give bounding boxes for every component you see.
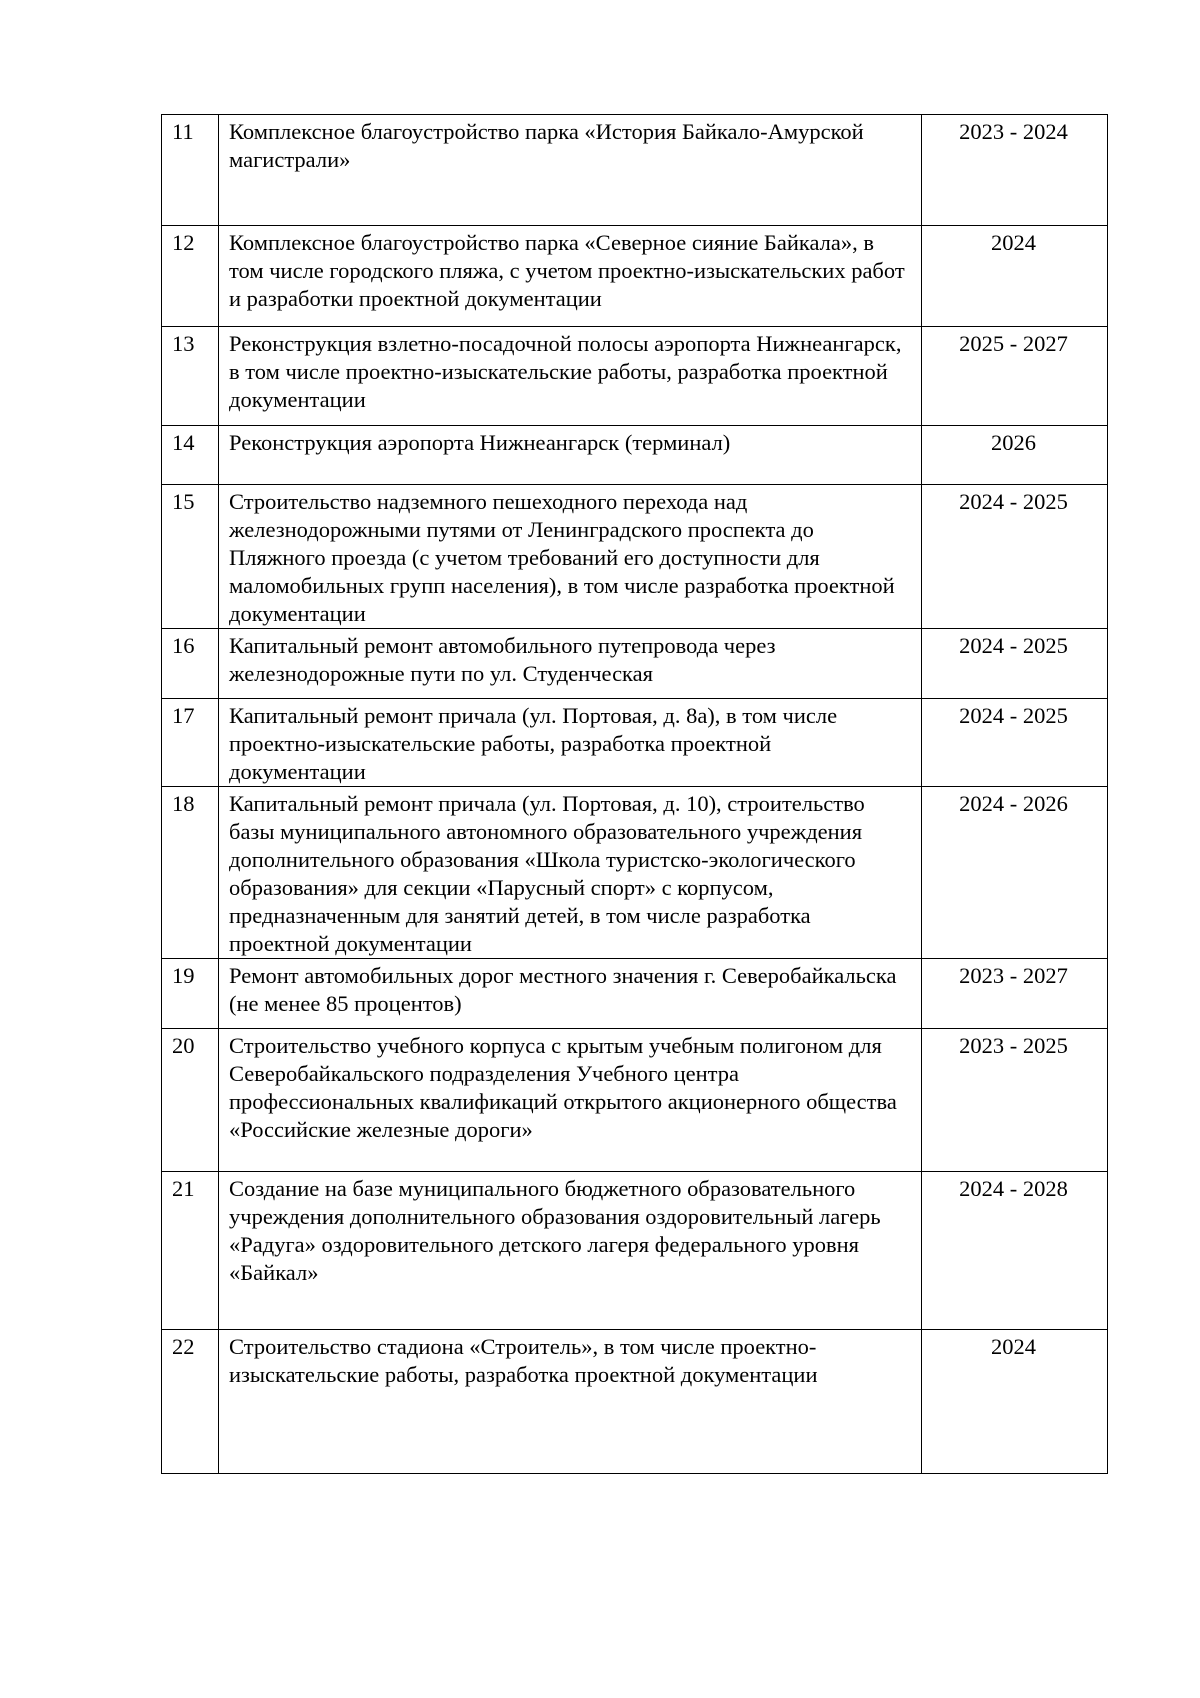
row-years: 2024 - 2025 [922, 629, 1108, 699]
row-years: 2023 - 2027 [922, 959, 1108, 1029]
table-row [162, 1172, 1108, 1330]
row-description: Капитальный ремонт причала (ул. Портовая, д. 8а), в том числе проектно-изыскательские работы, разработка проектной документации [219, 699, 922, 787]
table-row [162, 1330, 1108, 1474]
row-description: Строительство учебного корпуса с крытым учебным полигоном для Северобайкальского подразделения Учебного центра профессиональных квалификаций открытого акционерного общества «Российские железные дороги» [219, 1029, 922, 1172]
row-number: 12 [162, 226, 219, 327]
row-description: Капитальный ремонт автомобильного путепровода через железнодорожные пути по ул. Студенческая [219, 629, 922, 699]
row-description: Строительство стадиона «Строитель», в том числе проектно-изыскательские работы, разработка проектной документации [219, 1330, 922, 1474]
row-description: Реконструкция взлетно-посадочной полосы аэропорта Нижнеангарск, в том числе проектно-изыскательские работы, разработка проектной документации [219, 327, 922, 426]
row-years: 2026 [922, 426, 1108, 485]
row-description: Комплексное благоустройство парка «Северное сияние Байкала», в том числе городского пляжа, с учетом проектно-изыскательских работ и разработки проектной документации [219, 226, 922, 327]
table-row [162, 959, 1108, 1029]
row-years: 2024 - 2028 [922, 1172, 1108, 1330]
table-row [162, 426, 1108, 485]
table-row [162, 226, 1108, 327]
row-number: 14 [162, 426, 219, 485]
row-years: 2023 - 2024 [922, 115, 1108, 226]
row-description: Капитальный ремонт причала (ул. Портовая, д. 10), строительство базы муниципального автономного образовательного учреждения дополнительного образования «Школа туристско-экологического образования» для секции «Парусный спорт» с корпусом, предназначенным для занятий детей, в том числе разработка проектной документации [219, 787, 922, 959]
row-number: 17 [162, 699, 219, 787]
row-years: 2024 - 2025 [922, 699, 1108, 787]
row-number: 11 [162, 115, 219, 226]
table-row [162, 115, 1108, 226]
row-description: Реконструкция аэропорта Нижнеангарск (терминал) [219, 426, 922, 485]
row-number: 13 [162, 327, 219, 426]
row-description: Комплексное благоустройство парка «История Байкало-Амурской магистрали» [219, 115, 922, 226]
row-number: 22 [162, 1330, 219, 1474]
row-description: Строительство надземного пешеходного перехода над железнодорожными путями от Ленинградского проспекта до Пляжного проезда (с учетом требований его доступности для маломобильных групп населения), в том числе разработка проектной документации [219, 485, 922, 629]
projects-table [161, 114, 1108, 1474]
row-number: 20 [162, 1029, 219, 1172]
row-years: 2024 - 2026 [922, 787, 1108, 959]
row-description: Ремонт автомобильных дорог местного значения г. Северобайкальска (не менее 85 процентов) [219, 959, 922, 1029]
table-row [162, 787, 1108, 959]
table-row [162, 629, 1108, 699]
table-row [162, 485, 1108, 629]
row-years: 2024 [922, 1330, 1108, 1474]
row-years: 2024 [922, 226, 1108, 327]
row-number: 15 [162, 485, 219, 629]
row-number: 16 [162, 629, 219, 699]
row-years: 2024 - 2025 [922, 485, 1108, 629]
table-row [162, 327, 1108, 426]
row-number: 18 [162, 787, 219, 959]
row-years: 2025 - 2027 [922, 327, 1108, 426]
row-number: 21 [162, 1172, 219, 1330]
row-years: 2023 - 2025 [922, 1029, 1108, 1172]
row-description: Создание на базе муниципального бюджетного образовательного учреждения дополнительного образования оздоровительный лагерь «Радуга» оздоровительного детского лагеря федерального уровня «Байкал» [219, 1172, 922, 1330]
table-row [162, 699, 1108, 787]
table-row [162, 1029, 1108, 1172]
row-number: 19 [162, 959, 219, 1029]
